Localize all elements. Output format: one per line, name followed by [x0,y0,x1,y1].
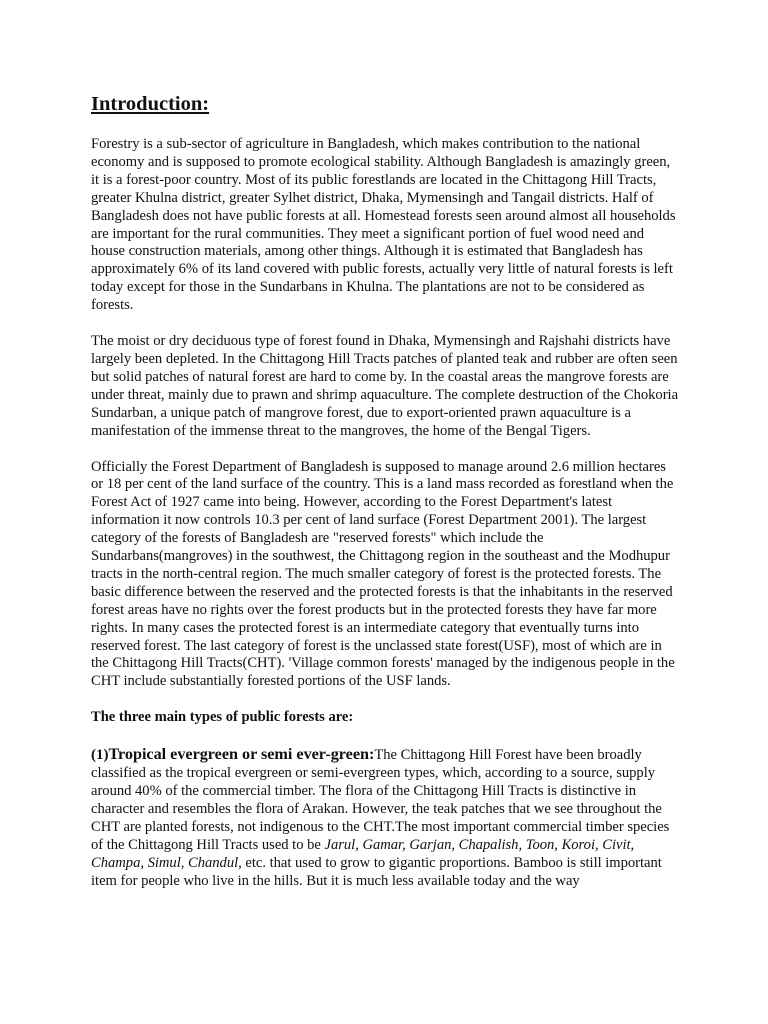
section-heading: The three main types of public forests are: [91,709,354,726]
subsection-text-after: etc. that used to grow to gigantic proportions. Bamboo is still important item for people who live in the hills. But it is much less available today and the way [91,854,662,889]
document-body [91,92,681,908]
paragraph-forest-department: Officially the Forest Department of Bangladesh is supposed to manage around 2.6 million hectares or 18 per cent of the land surface of the country. This is a land mass recorded as forestland when the Forest Act of 1927 came into being. However, according to the Forest Department's latest information it now controls 10.3 per cent of land surface (Forest Department 2001). The largest category of the forests of Bangladesh are "reserved forests" which include the Sundarbans(mangroves) in the southwest, the Chittagong region in the southeast and the Modhupur tracts in the north-central region. The much smaller category of forest is the protected forests. The basic difference between the reserved and the protected forests is that the inhabitants in the reserved forest areas have no rights over the forest products but in the protected forests they have far more rights. In many cases the protected forest is an intermediate category that eventually turns into reserved forest. The last category of forest is the unclassed state forest(USF), most of which are in the Chittagong Hill Tracts(CHT). 'Village common forests' managed by the indigenous people in the CHT include substantially forested portions of the USF lands. [91,458,675,690]
subsection-number: (1) [91,747,109,764]
paragraph-forestry-overview: Forestry is a sub-sector of agriculture in Bangladesh, which makes contribution to the national economy and is supposed to promote ecological stability. Although Bangladesh is amazingly green, it is a forest-poor country. Most of its public forestlands are located in the Chittagong Hill Tracts, greater Khulna district, greater Sylhet district, Dhaka, Mymensingh and Tangail districts. Half of Bangladesh does not have public forests at all. Homestead forests seen around almost all households are important for the rural communities. They meet a significant portion of fuel wood need and house construction materials, among other things. Although it is estimated that Bangladesh has approximately 6% of its land covered with public forests, actually very little of natural forests is left today except for those in the Sundarbans in Khulna. The plantations are not to be considered as forests. [91,136,676,314]
subsection-title: Tropical evergreen or semi ever-green: [108,745,375,764]
subsection-text-before: The Chittagong Hill Forest have been broadly classified as the tropical evergreen or semi-evergreen types, which, according to a source, supply around 40% of the commercial timber. The flora of the Chittagong Hill Tracts is distinctive in character and resembles the flora of Arakan. However, the teak patches that we see throughout the CHT are planted forests, not indigenous to the CHT.The most important commercial timber species of the Chittagong Hill Tracts used to be [91,747,670,853]
timber-species-list: Jarul, Gamar, Garjan, Chapalish, Toon, Koroi, Civit, Champa, Simul, Chandul, [91,836,635,871]
page-title: Introduction: [91,93,210,115]
subsection-tropical-evergreen [91,746,681,890]
paragraph-deciduous-forests: The moist or dry deciduous type of forest found in Dhaka, Mymensingh and Rajshahi districts have largely been depleted. In the Chittagong Hill Tracts patches of planted teak and rubber are often seen but solid patches of natural forest are hard to come by. In the coastal areas the mangrove forests are under threat, mainly due to prawn and shrimp aquaculture. The complete destruction of the Chokoria Sundarban, a unique patch of mangrove forest, due to export-oriented prawn aquaculture is a manifestation of the immense threat to the mangroves, the home of the Bengal Tigers. [91,333,679,439]
